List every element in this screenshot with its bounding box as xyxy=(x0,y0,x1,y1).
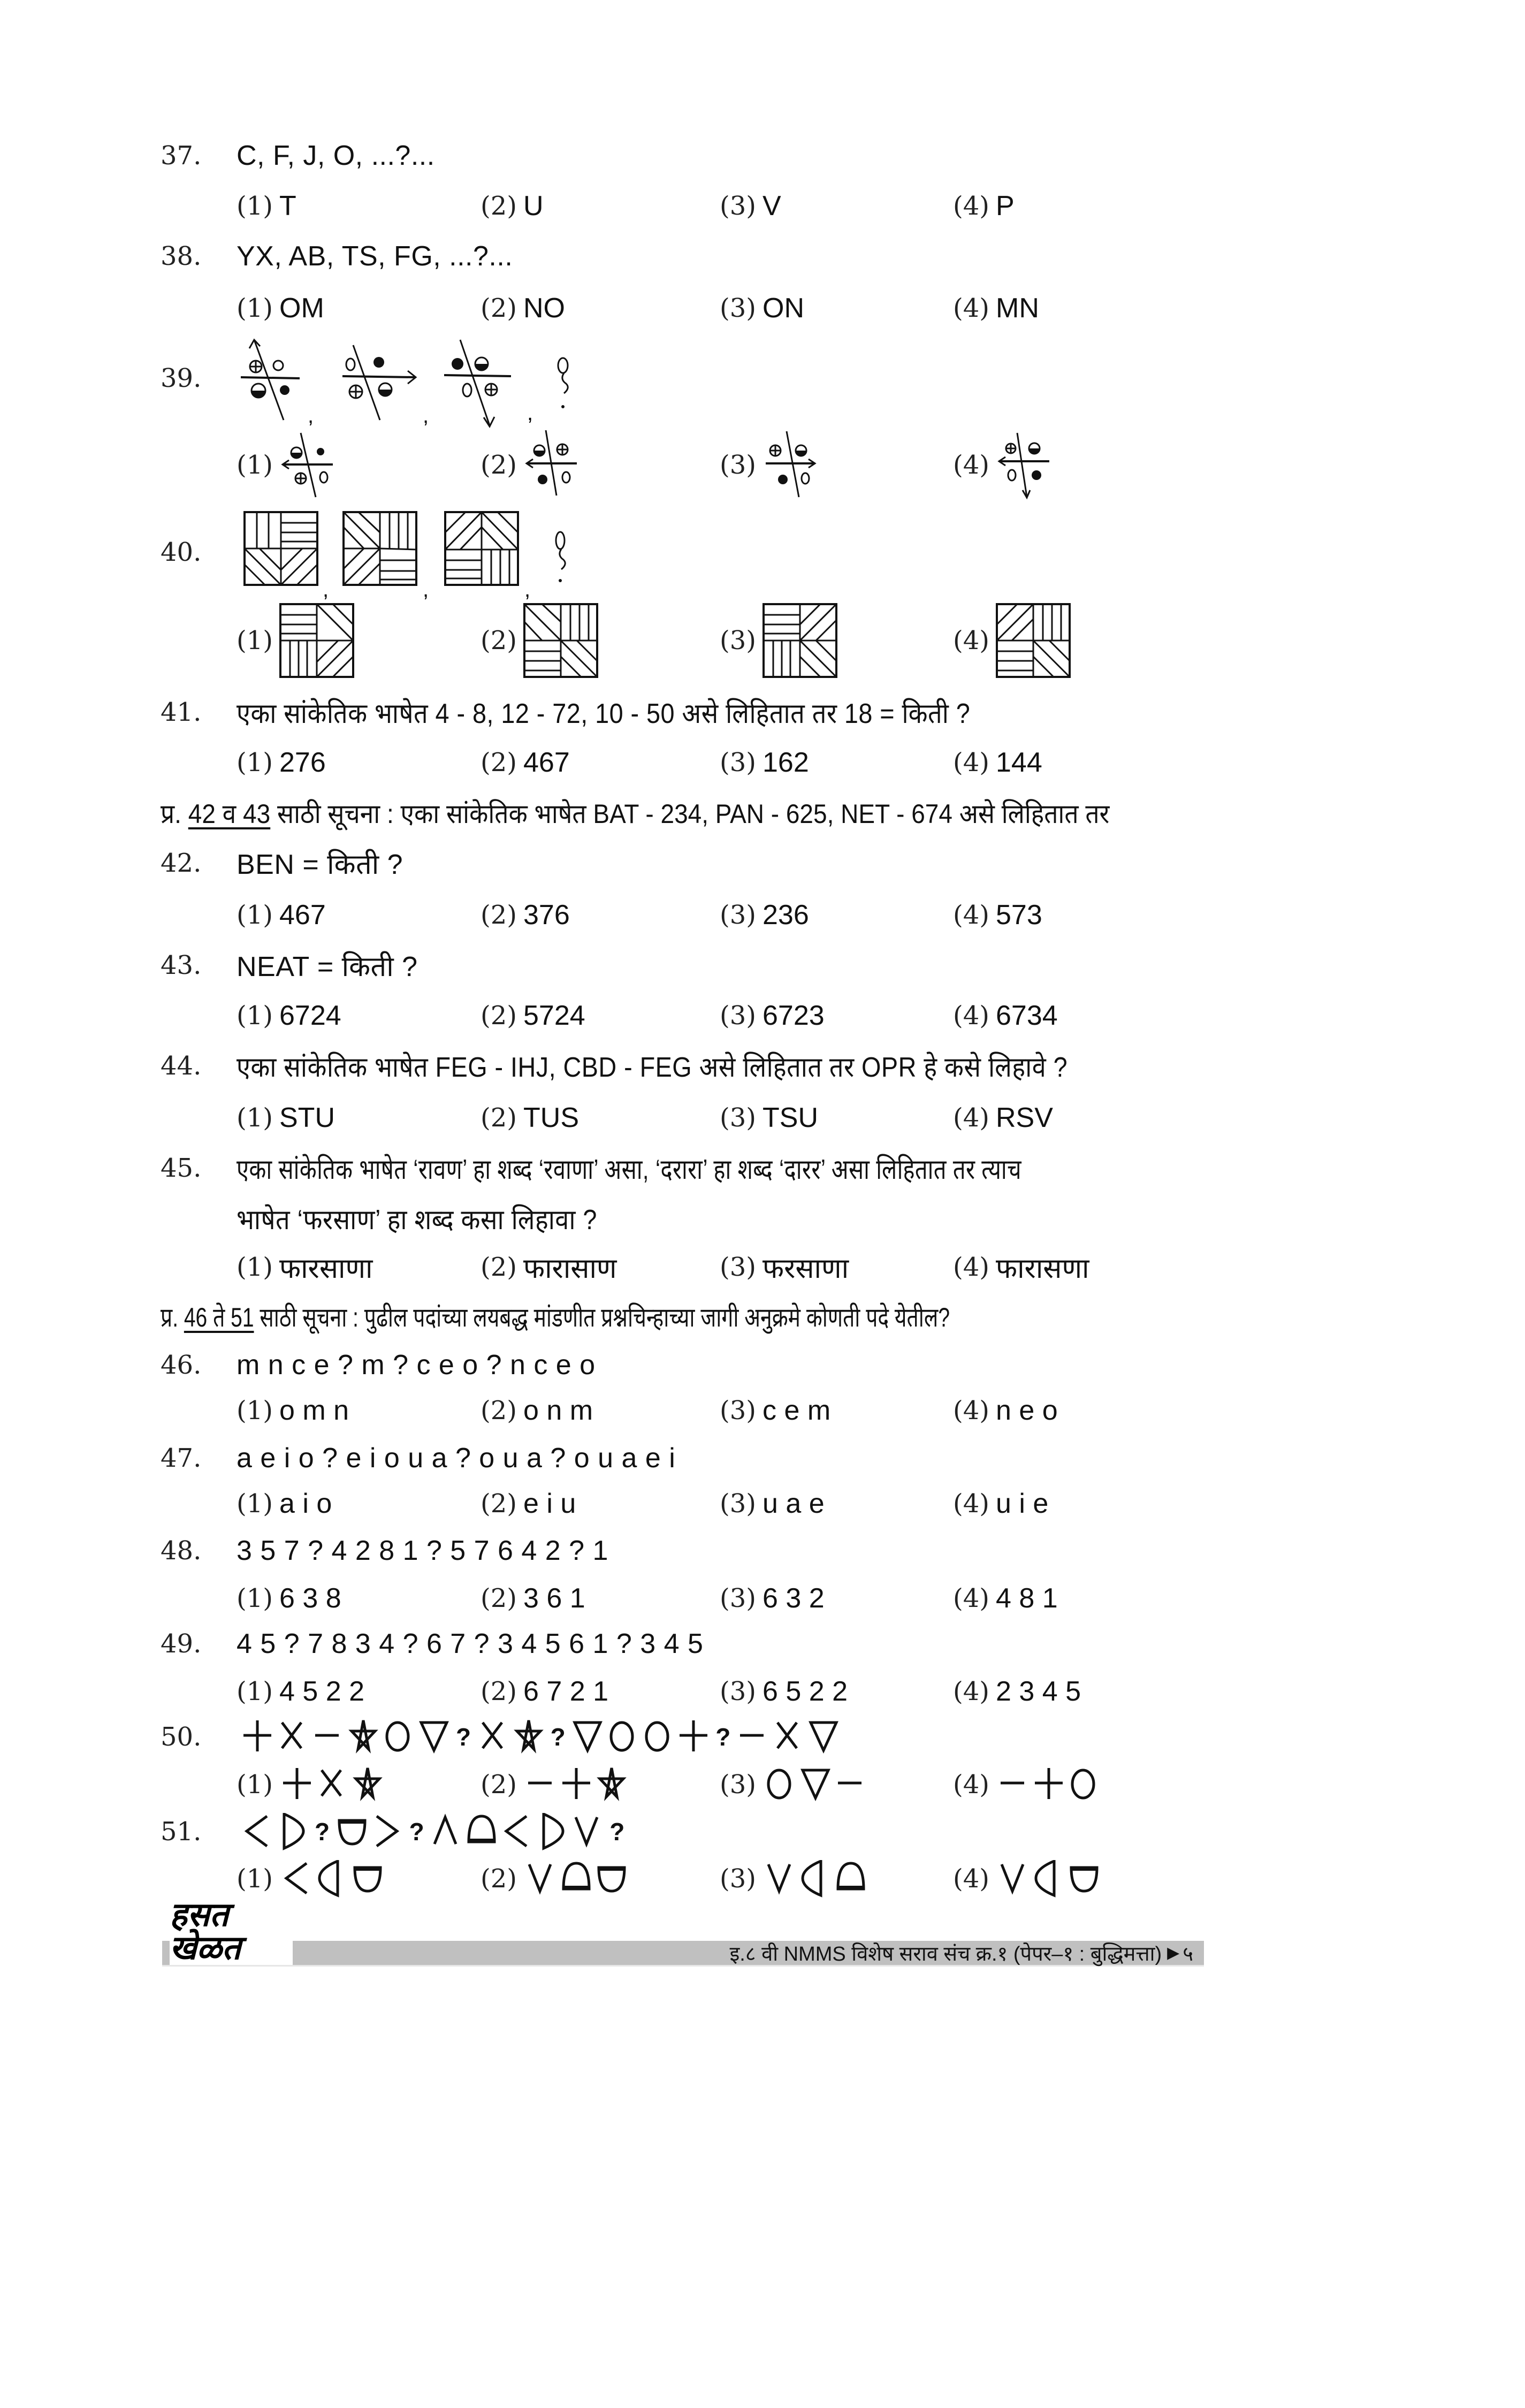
question-mark: ? xyxy=(715,1723,731,1751)
plus-icon xyxy=(241,1718,273,1756)
option-4[interactable]: (4) 6734 xyxy=(953,1000,1058,1031)
question-text: 4 5 ? 7 8 3 4 ? 6 7 ? 3 4 5 6 1 ? 3 4 5 xyxy=(237,1628,704,1659)
star-icon xyxy=(352,1766,384,1803)
option-2[interactable]: (2) 376 xyxy=(481,900,570,931)
option-1[interactable]: (1) xyxy=(237,603,354,678)
minus-icon xyxy=(997,1766,1030,1803)
q39-option-3-figure xyxy=(762,430,821,500)
comma: , xyxy=(323,578,329,601)
option-2[interactable]: (2) 6 7 2 1 xyxy=(481,1676,609,1707)
option-4[interactable]: (4) xyxy=(953,1766,1102,1803)
question-number: 39. xyxy=(161,363,202,393)
comma: , xyxy=(423,404,429,428)
question-range: 42 व 43 xyxy=(188,799,271,829)
question-mark: ? xyxy=(456,1723,471,1751)
question-number: 37. xyxy=(161,141,202,171)
question-text: एका सांकेतिक भाषेत FEG - IHJ, CBD - FEG असे लिहितात तर OPR हे कसे लिहावे ? xyxy=(237,1051,1068,1083)
option-4[interactable]: (4) xyxy=(953,1860,1102,1898)
plus-icon xyxy=(560,1766,592,1803)
footer-title xyxy=(730,1941,1193,1965)
cross-icon xyxy=(477,1718,509,1756)
option-1[interactable]: (1) 6 3 8 xyxy=(237,1583,341,1614)
question-text: NEAT = किती ? xyxy=(237,951,418,982)
question-text: YX, AB, TS, FG, ...?... xyxy=(237,241,513,272)
q40-question-mark-icon xyxy=(556,532,565,582)
down-caret-icon xyxy=(571,1813,604,1850)
question-number: 47. xyxy=(161,1443,202,1473)
option-4[interactable]: (4) 2 3 4 5 xyxy=(953,1676,1081,1707)
question-text: BEN = किती ? xyxy=(237,849,403,880)
option-3[interactable]: (3) V xyxy=(720,190,781,222)
question-number: 48. xyxy=(161,1536,202,1566)
option-3[interactable]: (3) 6 5 2 2 xyxy=(720,1676,848,1707)
comma: , xyxy=(527,401,533,425)
question-text: 3 5 7 ? 4 2 8 1 ? 5 7 6 4 2 ? 1 xyxy=(237,1535,608,1566)
question-number: 51. xyxy=(161,1817,202,1847)
question-text: एका सांकेतिक भाषेत ‘रावण’ हा शब्द ‘रवाणा’ असा, ‘दरारा’ हा शब्द ‘दारर’ असा लिहितात तर त्याच xyxy=(237,1154,1021,1185)
left-half-circle-icon xyxy=(1033,1860,1065,1898)
option-3[interactable]: (3) xyxy=(720,430,821,500)
bowl-icon xyxy=(336,1813,368,1850)
dome-icon xyxy=(560,1860,592,1898)
right-angle-icon xyxy=(371,1813,403,1850)
option-1[interactable]: (1) 4 5 2 2 xyxy=(237,1676,365,1707)
right-half-circle-icon xyxy=(536,1813,568,1850)
down-triangle-icon xyxy=(799,1766,832,1803)
down-caret-icon xyxy=(997,1860,1030,1898)
q39-fig-1 xyxy=(241,340,300,420)
bowl-icon xyxy=(1068,1860,1100,1898)
option-4[interactable]: (4) xyxy=(953,430,1055,500)
option-3[interactable]: (3) TSU xyxy=(720,1102,818,1133)
symbol-sequence xyxy=(240,1813,629,1850)
option-1[interactable]: (1) o m n xyxy=(237,1395,349,1426)
option-1[interactable]: (1) फारसाणा xyxy=(237,1252,373,1284)
question-number: 43. xyxy=(161,950,202,980)
option-3[interactable]: (3) c e m xyxy=(720,1395,831,1426)
question-text: m n c e ? m ? c e o ? n c e o xyxy=(237,1350,596,1381)
q40-fig-3 xyxy=(445,512,518,585)
q39-series-figure xyxy=(235,334,674,436)
down-triangle-icon xyxy=(571,1718,604,1756)
option-2[interactable]: (2) NO xyxy=(481,293,565,324)
option-4[interactable]: (4) P xyxy=(953,190,1015,222)
option-3[interactable]: (3) 6 3 2 xyxy=(720,1583,825,1614)
option-1[interactable]: (1) xyxy=(237,1860,385,1898)
option-2[interactable]: (2) U xyxy=(481,190,544,222)
publisher-logo: हसत खेळत xyxy=(170,1921,293,1965)
option-2[interactable]: (2) xyxy=(481,1766,629,1803)
question-mark: ? xyxy=(550,1723,566,1751)
q39-question-mark-icon xyxy=(558,358,568,408)
right-half-circle-icon xyxy=(277,1813,309,1850)
minus-icon xyxy=(835,1766,867,1803)
option-2[interactable]: (2) 5724 xyxy=(481,1000,585,1031)
q40-fig-1 xyxy=(245,512,317,585)
option-3[interactable]: (3) xyxy=(720,1766,868,1803)
q39-option-1-figure xyxy=(279,430,338,500)
left-half-circle-icon xyxy=(316,1860,348,1898)
down-caret-icon xyxy=(764,1860,796,1898)
circle-icon xyxy=(642,1718,674,1756)
option-4[interactable]: (4) u i e xyxy=(953,1488,1049,1519)
q39-option-2-figure xyxy=(523,430,582,500)
down-caret-icon xyxy=(525,1860,557,1898)
question-number: 45. xyxy=(161,1153,202,1183)
option-3[interactable]: (3) फरसाणा xyxy=(720,1252,849,1284)
question-number: 50. xyxy=(161,1722,202,1752)
q40-option-1-figure xyxy=(279,603,354,678)
circle-icon xyxy=(1068,1766,1100,1803)
circle-icon xyxy=(764,1766,796,1803)
option-3[interactable]: (3) xyxy=(720,1860,868,1898)
option-4[interactable]: (4) xyxy=(953,603,1071,678)
option-3[interactable]: (3) 162 xyxy=(720,747,809,778)
option-2[interactable]: (2) xyxy=(481,1860,629,1898)
option-4[interactable]: (4) फारासणा xyxy=(953,1252,1089,1284)
option-1[interactable]: (1) a i o xyxy=(237,1488,332,1519)
option-3[interactable]: (3) u a e xyxy=(720,1488,825,1519)
option-1[interactable]: (1) STU xyxy=(237,1102,335,1133)
page-number: ५ xyxy=(1183,1942,1193,1965)
left-angle-icon xyxy=(501,1813,533,1850)
option-2[interactable]: (2) o n m xyxy=(481,1395,593,1426)
minus-icon xyxy=(525,1766,557,1803)
symbol-sequence xyxy=(240,1718,841,1756)
option-2[interactable]: (2) 467 xyxy=(481,747,570,778)
question-text: एका सांकेतिक भाषेत 4 - 8, 12 - 72, 10 - 50 असे लिहितात तर 18 = किती ? xyxy=(237,698,971,729)
option-4[interactable]: (4) MN xyxy=(953,293,1039,324)
q39-fig-3 xyxy=(444,340,511,426)
down-triangle-icon xyxy=(418,1718,450,1756)
left-angle-icon xyxy=(281,1860,313,1898)
up-caret-icon xyxy=(430,1813,462,1850)
option-3[interactable]: (3) 236 xyxy=(720,900,809,931)
dome-icon xyxy=(466,1813,498,1850)
question-mark: ? xyxy=(315,1818,330,1846)
option-4[interactable]: (4) n e o xyxy=(953,1395,1058,1426)
bowl-icon xyxy=(596,1860,628,1898)
option-1[interactable]: (1) xyxy=(237,1766,385,1803)
question-text: C, F, J, O, ...?... xyxy=(237,140,435,171)
circle-icon xyxy=(607,1718,639,1756)
q39-fig-2 xyxy=(342,345,416,420)
option-4[interactable]: (4) 573 xyxy=(953,900,1042,931)
down-triangle-icon xyxy=(807,1718,840,1756)
comma: , xyxy=(308,404,314,428)
question-range: 46 ते 51 xyxy=(184,1302,254,1332)
cross-icon xyxy=(316,1766,348,1803)
footer-series-title: इ.८ वी NMMS विशेष सराव संच क्र.१ (पेपर–१ : बुद्धिमत्ता) xyxy=(729,1942,1162,1965)
option-2[interactable]: (2) फारासाण xyxy=(481,1252,617,1284)
question-text: a e i o ? e i o u a ? o u a ? o u a e i xyxy=(237,1443,676,1474)
star-icon xyxy=(596,1766,628,1803)
star-icon xyxy=(513,1718,545,1756)
left-half-circle-icon xyxy=(799,1860,832,1898)
question-number: 38. xyxy=(161,241,202,271)
dome-icon xyxy=(835,1860,867,1898)
question-number: 41. xyxy=(161,697,202,727)
bowl-icon xyxy=(352,1860,384,1898)
option-1[interactable]: (1) 467 xyxy=(237,900,326,931)
option-3[interactable]: (3) xyxy=(720,603,837,678)
option-1[interactable]: (1) 276 xyxy=(237,747,326,778)
option-2[interactable]: (2) e i u xyxy=(481,1488,576,1519)
q40-series-figure xyxy=(243,511,618,602)
cross-icon xyxy=(277,1718,309,1756)
q40-option-4-figure xyxy=(996,603,1071,678)
q40-option-2-figure xyxy=(523,603,598,678)
question-number: 44. xyxy=(161,1051,202,1081)
plus-icon xyxy=(281,1766,313,1803)
minus-icon xyxy=(312,1718,344,1756)
question-number: 46. xyxy=(161,1350,202,1380)
star-icon xyxy=(347,1718,379,1756)
option-4[interactable]: (4) 4 8 1 xyxy=(953,1583,1058,1614)
option-4[interactable]: (4) RSV xyxy=(953,1102,1053,1133)
option-1[interactable]: (1) T xyxy=(237,190,296,222)
question-number: 49. xyxy=(161,1629,202,1659)
option-3[interactable]: (3) 6723 xyxy=(720,1000,825,1031)
option-1[interactable]: (1) xyxy=(237,430,338,500)
plus-icon xyxy=(1033,1766,1065,1803)
minus-icon xyxy=(737,1718,769,1756)
option-4[interactable]: (4) 144 xyxy=(953,747,1042,778)
cross-icon xyxy=(772,1718,804,1756)
option-2[interactable]: (2) xyxy=(481,430,582,500)
circle-icon xyxy=(383,1718,415,1756)
question-number: 40. xyxy=(161,537,202,567)
q40-fig-2 xyxy=(344,512,416,585)
option-2[interactable]: (2) TUS xyxy=(481,1102,579,1133)
option-1[interactable]: (1) 6724 xyxy=(237,1000,341,1031)
question-text-continued: भाषेत ‘फरसाण’ हा शब्द कसा लिहावा ? xyxy=(237,1204,597,1236)
question-mark: ? xyxy=(409,1818,425,1846)
question-number: 42. xyxy=(161,848,202,878)
question-mark: ? xyxy=(609,1818,625,1846)
comma: , xyxy=(423,578,429,601)
q39-option-4-figure xyxy=(996,430,1055,500)
play-arrow-icon: ▶ xyxy=(1167,1944,1180,1962)
option-3[interactable]: (3) ON xyxy=(720,293,804,324)
plus-icon xyxy=(677,1718,710,1756)
option-1[interactable]: (1) OM xyxy=(237,293,324,324)
option-2[interactable]: (2) 3 6 1 xyxy=(481,1583,585,1614)
comma: , xyxy=(524,578,531,601)
option-2[interactable]: (2) xyxy=(481,603,598,678)
left-angle-icon xyxy=(241,1813,273,1850)
q40-option-3-figure xyxy=(762,603,837,678)
